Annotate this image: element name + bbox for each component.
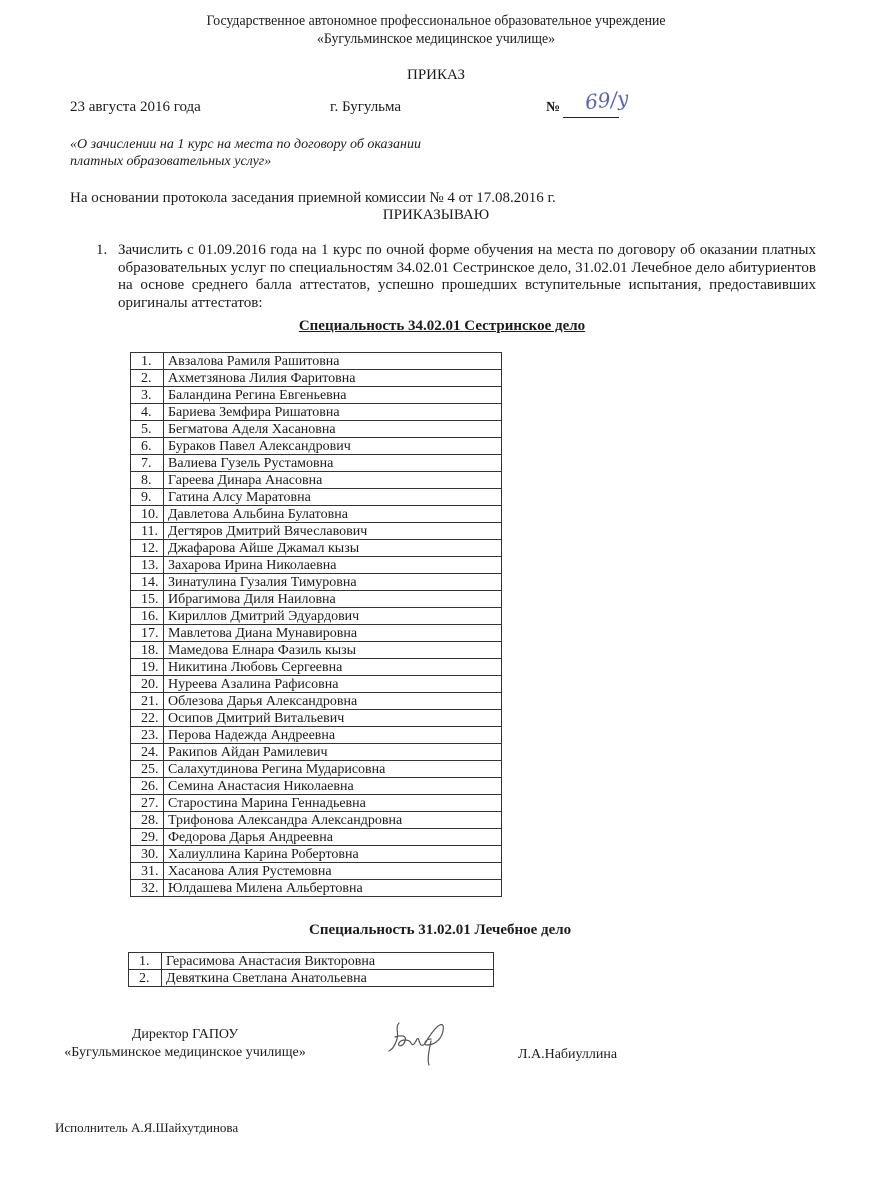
organization-name-line2: «Бугульминское медицинское училище» <box>317 31 555 47</box>
row-number: 27. <box>131 795 164 812</box>
document-title: ПРИКАЗ <box>407 67 465 83</box>
signature-icon <box>385 1015 455 1075</box>
row-number: 19. <box>131 659 164 676</box>
table-row <box>131 540 502 557</box>
student-name: Семина Анастасия Николаевна <box>164 778 502 795</box>
table-row <box>131 438 502 455</box>
row-number: 1. <box>131 353 164 370</box>
table-row <box>131 761 502 778</box>
table-row <box>131 863 502 880</box>
student-name: Гатина Алсу Маратовна <box>164 489 502 506</box>
students-table-nursing <box>130 352 502 897</box>
student-name: Дегтяров Дмитрий Вячеславович <box>164 523 502 540</box>
table-row <box>131 472 502 489</box>
row-number: 4. <box>131 404 164 421</box>
director-title-line1: Директор ГАПОУ <box>131 1027 239 1042</box>
students-table-general-medicine <box>128 952 494 987</box>
order-subject-line2: платных образовательных услуг» <box>70 154 272 169</box>
table-row <box>131 506 502 523</box>
student-name: Бураков Павел Александрович <box>164 438 502 455</box>
table-row <box>131 370 502 387</box>
row-number: 1. <box>129 953 162 970</box>
row-number: 25. <box>131 761 164 778</box>
row-number: 8. <box>131 472 164 489</box>
table-row <box>131 387 502 404</box>
row-number: 20. <box>131 676 164 693</box>
row-number: 17. <box>131 625 164 642</box>
director-title-line2: «Бугульминское медицинское училище» <box>64 1045 306 1060</box>
order-city: г. Бугульма <box>330 99 402 115</box>
students-table-body <box>131 353 502 897</box>
student-name: Баландина Регина Евгеньевна <box>164 387 502 404</box>
row-number: 32. <box>131 880 164 897</box>
row-number: 11. <box>131 523 164 540</box>
student-name: Девяткина Светлана Анатольевна <box>162 970 494 987</box>
table-row <box>131 846 502 863</box>
table-row <box>131 727 502 744</box>
table-row <box>131 744 502 761</box>
table-row <box>131 710 502 727</box>
student-name: Кириллов Дмитрий Эдуардович <box>164 608 502 625</box>
order-basis: На основании протокола заседания приемной комиссии № 4 от 17.08.2016 г. <box>70 190 556 206</box>
row-number: 30. <box>131 846 164 863</box>
table-row <box>131 778 502 795</box>
row-number: 12. <box>131 540 164 557</box>
row-number: 2. <box>131 370 164 387</box>
row-number: 3. <box>131 387 164 404</box>
student-name: Юлдашева Милена Альбертовна <box>164 880 502 897</box>
row-number: 21. <box>131 693 164 710</box>
student-name: Никитина Любовь Сергеевна <box>164 659 502 676</box>
organization-name-line1: Государственное автономное профессиональное образовательное учреждение <box>206 13 666 29</box>
student-name: Бегматова Аделя Хасановна <box>164 421 502 438</box>
order-number-underline <box>563 117 619 118</box>
order-date: 23 августа 2016 года <box>70 99 201 115</box>
student-name: Халиуллина Карина Робертовна <box>164 846 502 863</box>
student-name: Федорова Дарья Андреевна <box>164 829 502 846</box>
table-row <box>131 455 502 472</box>
student-name: Осипов Дмитрий Витальевич <box>164 710 502 727</box>
table-row <box>131 693 502 710</box>
student-name: Нуреева Азалина Рафисовна <box>164 676 502 693</box>
table-row <box>131 676 502 693</box>
student-name: Валиева Гузель Рустамовна <box>164 455 502 472</box>
student-name: Джафарова Айше Джамал кызы <box>164 540 502 557</box>
row-number: 13. <box>131 557 164 574</box>
row-number: 2. <box>129 970 162 987</box>
table-row <box>131 557 502 574</box>
table-row <box>131 421 502 438</box>
student-name: Салахутдинова Регина Мударисовна <box>164 761 502 778</box>
row-number: 23. <box>131 727 164 744</box>
row-number: 28. <box>131 812 164 829</box>
table-row <box>131 574 502 591</box>
order-directive-heading: ПРИКАЗЫВАЮ <box>382 207 490 223</box>
student-name: Гареева Динара Анасовна <box>164 472 502 489</box>
student-name: Перова Надежда Андреевна <box>164 727 502 744</box>
row-number: 22. <box>131 710 164 727</box>
executor-name: Исполнитель А.Я.Шайхутдинова <box>55 1120 239 1135</box>
student-name: Хасанова Алия Рустемовна <box>164 863 502 880</box>
order-subject-line1: «О зачислении на 1 курс на места по договору об оказании <box>70 137 421 152</box>
student-name: Ибрагимова Диля Наиловна <box>164 591 502 608</box>
row-number: 6. <box>131 438 164 455</box>
student-name: Ахметзянова Лилия Фаритовна <box>164 370 502 387</box>
row-number: 5. <box>131 421 164 438</box>
row-number: 24. <box>131 744 164 761</box>
table-row <box>131 642 502 659</box>
student-name: Давлетова Альбина Булатовна <box>164 506 502 523</box>
row-number: 14. <box>131 574 164 591</box>
specialty-title-general-medicine: Специальность 31.02.01 Лечебное дело <box>309 922 572 938</box>
row-number: 9. <box>131 489 164 506</box>
student-name: Бариева Земфира Ришатовна <box>164 404 502 421</box>
row-number: 7. <box>131 455 164 472</box>
item-number: 1. <box>96 242 108 258</box>
specialty-title-nursing: Специальность 34.02.01 Сестринское дело <box>298 318 586 334</box>
student-name: Мамедова Елнара Фазиль кызы <box>164 642 502 659</box>
row-number: 26. <box>131 778 164 795</box>
table-row <box>131 523 502 540</box>
table-row <box>129 970 494 987</box>
student-name: Старостина Марина Геннадьевна <box>164 795 502 812</box>
table-row <box>131 659 502 676</box>
item-text: Зачислить с 01.09.2016 года на 1 курс по очной форме обучения на места по договору об оказании платных образовательных услуг по специальностям 34.02.01 Сестринское дело, 31.02.01 Лечебное дело абитуриентов на основе среднего балла аттестатов, успешно прошедших вступительные испытания, предоставивших оригиналы аттестатов: <box>118 242 816 311</box>
row-number: 16. <box>131 608 164 625</box>
student-name: Захарова Ирина Николаевна <box>164 557 502 574</box>
student-name: Авзалова Рамиля Рашитовна <box>164 353 502 370</box>
table-row <box>131 880 502 897</box>
row-number: 18. <box>131 642 164 659</box>
table-row <box>131 489 502 506</box>
order-number-handwritten: 69/у <box>583 85 630 115</box>
student-name: Ракипов Айдан Рамилевич <box>164 744 502 761</box>
table-row <box>131 353 502 370</box>
table-row <box>131 591 502 608</box>
student-name: Зинатулина Гузалия Тимуровна <box>164 574 502 591</box>
row-number: 31. <box>131 863 164 880</box>
student-name: Трифонова Александра Александровна <box>164 812 502 829</box>
student-name: Облезова Дарья Александровна <box>164 693 502 710</box>
row-number: 10. <box>131 506 164 523</box>
student-name: Герасимова Анастасия Викторовна <box>162 953 494 970</box>
student-name: Мавлетова Диана Мунавировна <box>164 625 502 642</box>
students-table-body <box>129 953 494 987</box>
table-row <box>131 795 502 812</box>
table-row <box>131 829 502 846</box>
director-name: Л.А.Набиуллина <box>518 1047 618 1062</box>
row-number: 29. <box>131 829 164 846</box>
table-row <box>131 812 502 829</box>
table-row <box>131 608 502 625</box>
order-number-label: № <box>546 100 561 115</box>
table-row <box>131 625 502 642</box>
table-row <box>131 404 502 421</box>
table-row <box>129 953 494 970</box>
row-number: 15. <box>131 591 164 608</box>
